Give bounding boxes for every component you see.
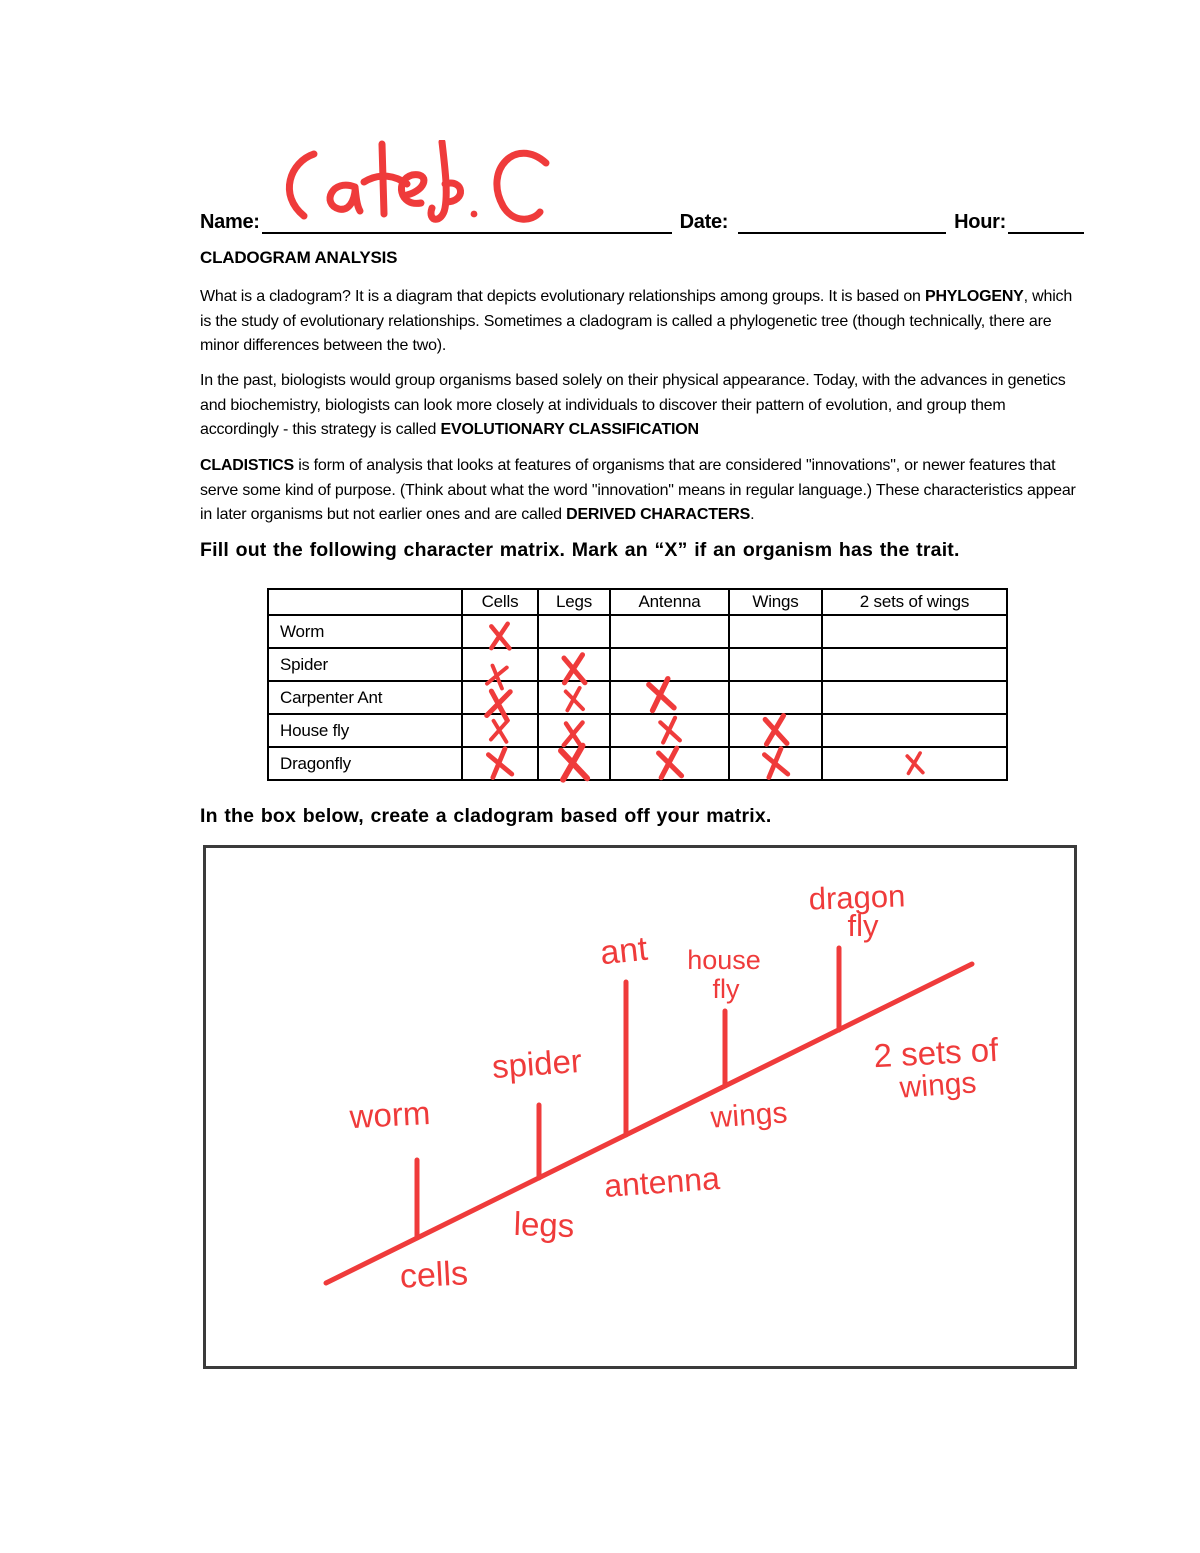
matrix-cell bbox=[538, 681, 610, 714]
matrix-cell bbox=[462, 615, 538, 648]
matrix-cell bbox=[822, 648, 1007, 681]
x-mark bbox=[463, 682, 537, 713]
header-fields bbox=[200, 204, 1086, 234]
matrix-row-carpenter-ant bbox=[268, 681, 1007, 714]
x-mark bbox=[823, 748, 1006, 779]
matrix-cell bbox=[729, 714, 822, 747]
organism-label: Worm bbox=[268, 615, 462, 648]
taxon-label-house-fly-line1: house bbox=[687, 945, 761, 975]
matrix-cell bbox=[822, 714, 1007, 747]
matrix-cell bbox=[610, 681, 729, 714]
hour-label: Hour: bbox=[954, 211, 1006, 233]
matrix-cell bbox=[538, 714, 610, 747]
matrix-cell bbox=[538, 615, 610, 648]
date-blank-line bbox=[738, 208, 946, 234]
matrix-cell bbox=[729, 747, 822, 780]
taxon-label-ant: ant bbox=[598, 929, 650, 973]
column-header-legs: Legs bbox=[538, 589, 610, 615]
matrix-instruction-heading: Fill out the following character matrix. Mark an “X” if an organism has the trait. bbox=[200, 539, 960, 561]
x-mark bbox=[611, 748, 728, 779]
matrix-cell bbox=[610, 714, 729, 747]
paragraph-cladistics bbox=[200, 454, 1086, 528]
x-mark bbox=[539, 715, 609, 746]
character-label-antenna: antenna bbox=[602, 1160, 721, 1204]
x-mark bbox=[611, 682, 728, 713]
name-label: Name: bbox=[200, 211, 260, 233]
taxon-label-spider: spider bbox=[490, 1041, 584, 1086]
page-title: CLADOGRAM ANALYSIS bbox=[200, 248, 398, 267]
character-matrix-table bbox=[267, 588, 1008, 781]
organism-label: House fly bbox=[268, 714, 462, 747]
paragraph-evolutionary-classification bbox=[200, 369, 1086, 443]
x-mark bbox=[539, 649, 609, 680]
matrix-row-worm bbox=[268, 615, 1007, 648]
hand-drawn-cladogram bbox=[206, 848, 1074, 1366]
name-blank-line bbox=[262, 208, 672, 234]
character-label-wings: wings bbox=[709, 1096, 789, 1135]
column-header-cells: Cells bbox=[462, 589, 538, 615]
matrix-cell bbox=[610, 648, 729, 681]
matrix-row-spider bbox=[268, 648, 1007, 681]
paragraph-text: . bbox=[750, 506, 755, 523]
paragraph-what-is-cladogram bbox=[200, 285, 1086, 359]
matrix-cell bbox=[729, 681, 822, 714]
taxon-label-house-fly-line2: fly bbox=[712, 974, 740, 1004]
date-label: Date: bbox=[679, 211, 729, 233]
matrix-cell bbox=[462, 714, 538, 747]
matrix-cell bbox=[538, 648, 610, 681]
character-label-2-sets-of-wings-line1: 2 sets of bbox=[872, 1030, 1000, 1075]
matrix-cell bbox=[729, 615, 822, 648]
term-cladistics: CLADISTICS bbox=[200, 457, 295, 474]
matrix-cell bbox=[462, 747, 538, 780]
x-mark bbox=[730, 748, 821, 779]
organism-label: Dragonfly bbox=[268, 747, 462, 780]
organism-label: Spider bbox=[268, 648, 462, 681]
hour-blank-line bbox=[1008, 208, 1084, 234]
x-mark bbox=[611, 715, 728, 746]
term-evolutionary-classification: EVOLUTIONARY CLASSIFICATION bbox=[440, 421, 699, 438]
matrix-cell bbox=[729, 648, 822, 681]
taxon-label-worm: worm bbox=[348, 1093, 432, 1136]
paragraph-text: , which is the study of evolutionary relationships. Sometimes a cladogram is called a phylogenetic tree (though technically, there are minor differences between the two). bbox=[200, 288, 1073, 354]
matrix-cell bbox=[610, 747, 729, 780]
x-mark bbox=[463, 715, 537, 746]
term-phylogeny: PHYLOGENY bbox=[924, 288, 1024, 305]
character-label-2-sets-of-wings-line2: wings bbox=[898, 1066, 978, 1105]
matrix-cell bbox=[822, 747, 1007, 780]
matrix-row-dragonfly bbox=[268, 747, 1007, 780]
organism-label: Carpenter Ant bbox=[268, 681, 462, 714]
matrix-cell bbox=[538, 747, 610, 780]
x-mark bbox=[539, 682, 609, 713]
matrix-corner-cell bbox=[268, 589, 462, 615]
matrix-cell bbox=[822, 681, 1007, 714]
paragraph-text: What is a cladogram? It is a diagram that depicts evolutionary relationships among groups. It is based on bbox=[200, 288, 925, 305]
term-derived-characters: DERIVED CHARACTERS bbox=[566, 506, 751, 523]
paragraph-text: is form of analysis that looks at features of organisms that are considered "innovations", or newer features that serve some kind of purpose. (Think about what the word "innovation" means in regular language.) These characteristics appear in later organisms but not earlier ones and are called bbox=[200, 457, 1076, 523]
x-mark bbox=[463, 649, 537, 680]
matrix-cell bbox=[822, 615, 1007, 648]
x-mark bbox=[539, 748, 609, 779]
column-header-antenna: Antenna bbox=[610, 589, 729, 615]
matrix-cell bbox=[462, 648, 538, 681]
cladogram-instruction-heading: In the box below, create a cladogram based off your matrix. bbox=[200, 805, 772, 827]
character-label-legs: legs bbox=[513, 1204, 575, 1245]
x-mark bbox=[730, 715, 821, 746]
matrix-cell bbox=[610, 615, 729, 648]
character-label-cells: cells bbox=[398, 1254, 469, 1296]
x-mark bbox=[463, 616, 537, 647]
taxon-label-dragon-fly-line1: dragon bbox=[808, 878, 906, 917]
cladogram-drawing-box bbox=[203, 845, 1077, 1369]
matrix-header-row bbox=[268, 589, 1007, 615]
matrix-cell bbox=[462, 681, 538, 714]
paragraph-text: In the past, biologists would group organisms based solely on their physical appearance. Today, with the advances in genetics and biochemistry, biologists can look more closely at individuals to discover their pattern of evolution, and group them accordingly - this strategy is called bbox=[200, 372, 1066, 438]
column-header-wings: Wings bbox=[729, 589, 822, 615]
column-header-2-sets-of-wings: 2 sets of wings bbox=[822, 589, 1007, 615]
matrix-row-house-fly bbox=[268, 714, 1007, 747]
taxon-label-dragon-fly-line2: fly bbox=[847, 908, 879, 943]
x-mark bbox=[463, 748, 537, 779]
